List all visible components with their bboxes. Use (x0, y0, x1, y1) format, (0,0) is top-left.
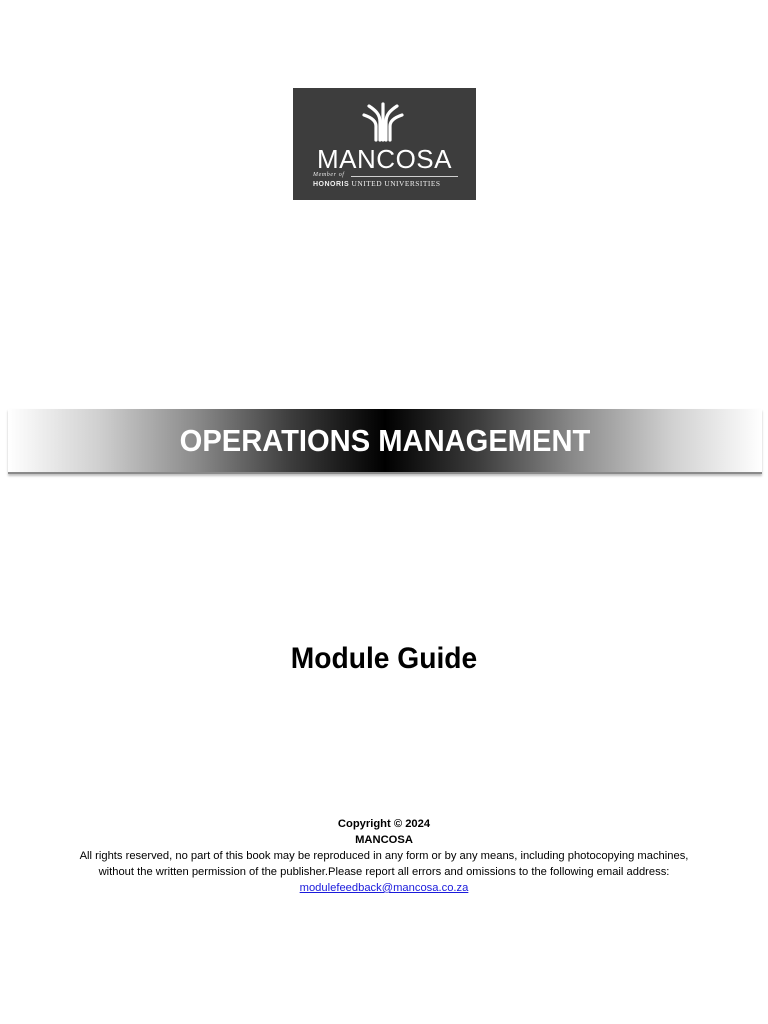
feedback-email-link[interactable]: modulefeedback@mancosa.co.za (299, 882, 469, 894)
module-guide-heading: Module Guide (290, 642, 478, 675)
logo-affiliation (313, 179, 440, 188)
copyright-block (0, 816, 768, 896)
copyright-owner: MANCOSA (355, 834, 413, 846)
mancosa-logo (293, 88, 476, 200)
module-title: OPERATIONS MANAGEMENT (179, 423, 591, 458)
permission-statement: without the written permission of the publisher.Please report all errors and omissions to the following email address: (98, 866, 670, 878)
logo-affiliation-bold: HONORIS (313, 181, 350, 188)
rights-statement: All rights reserved, no part of this book may be reproduced in any form or by any means, including photocopying machines, (79, 850, 689, 862)
logo-affiliation-rest: UNITED UNIVERSITIES (351, 179, 441, 188)
tree-emblem-icon (359, 100, 407, 142)
logo-member-text: Member of (313, 172, 345, 178)
title-banner (8, 409, 762, 474)
logo-wordmark: MANCOSA (317, 144, 452, 174)
logo-divider (351, 176, 458, 177)
copyright-year: Copyright © 2024 (337, 818, 431, 830)
